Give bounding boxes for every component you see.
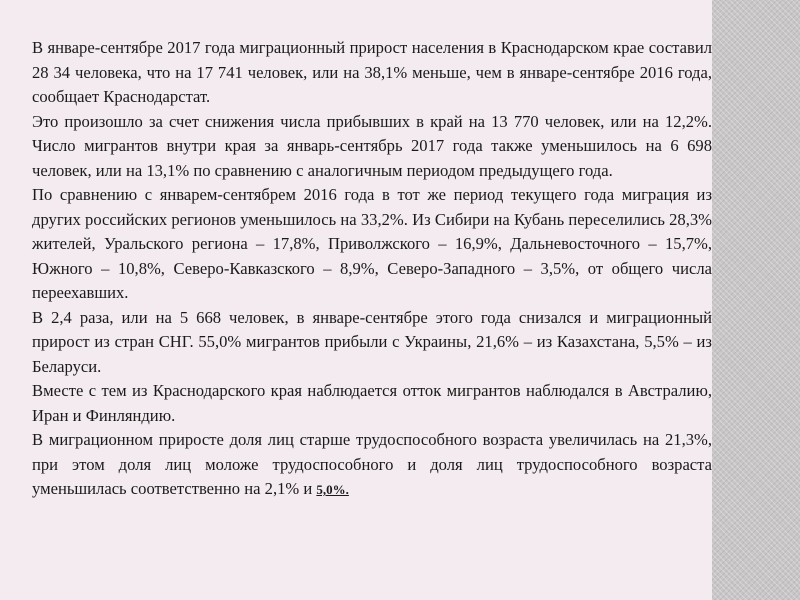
decorative-side-band: [712, 0, 800, 600]
paragraph-2: Это произошло за счет снижения числа прибывших в край на 13 770 человек, или на 12,2%. Число мигрантов внутри края за январь-сентябрь 2017 года также уменьшилось на 6 698 человек, или на 13,1% по сравнению с аналогичным периодом предыдущего года.: [32, 111, 712, 180]
body-text: [32, 36, 712, 503]
paragraph-4: В 2,4 раза, или на 5 668 человек, в январе-сентябре этого года снизался и миграционный прирост из стран СНГ. 55,0% мигрантов прибыли с Украины, 21,6% – из Казахстана, 5,5% – из Беларуси.: [32, 307, 712, 376]
paragraph-6: [32, 428, 712, 503]
paragraph-3: По сравнению с январем-сентябрем 2016 года в тот же период текущего года миграция из других российских регионов уменьшилось на 33,2%. Из Сибири на Кубань переселились 28,3% жителей, Уральского региона – 17,8%, Приволжского – 16,9%, Дальневосточного – 15,7%, Южного – 10,8%, Северо-Кавказского – 8,9%, Северо-Западного – 3,5%, от общего числа переехавших.: [32, 185, 712, 302]
emphasized-percent: 5,0%.: [316, 482, 349, 497]
paragraph-5: Вместе с тем из Краснодарского края наблюдается отток мигрантов наблюдался в Австралию, Иран и Финляндию.: [32, 381, 712, 425]
paragraph-1: В январе-сентябре 2017 года миграционный прирост населения в Краснодарском крае составил 28 34 человека, что на 17 741 человек, или на 38,1% меньше, чем в январе-сентябре 2016 года, сообщает Краснодарстат.: [32, 38, 712, 106]
paragraph-6-text: В миграционном приросте доля лиц старше трудоспособного возраста увеличилась на 21,3%, при этом доля лиц моложе трудоспособного и доля лиц трудоспособного возраста уменьшилась соответственно на 2,1% и: [32, 430, 712, 498]
